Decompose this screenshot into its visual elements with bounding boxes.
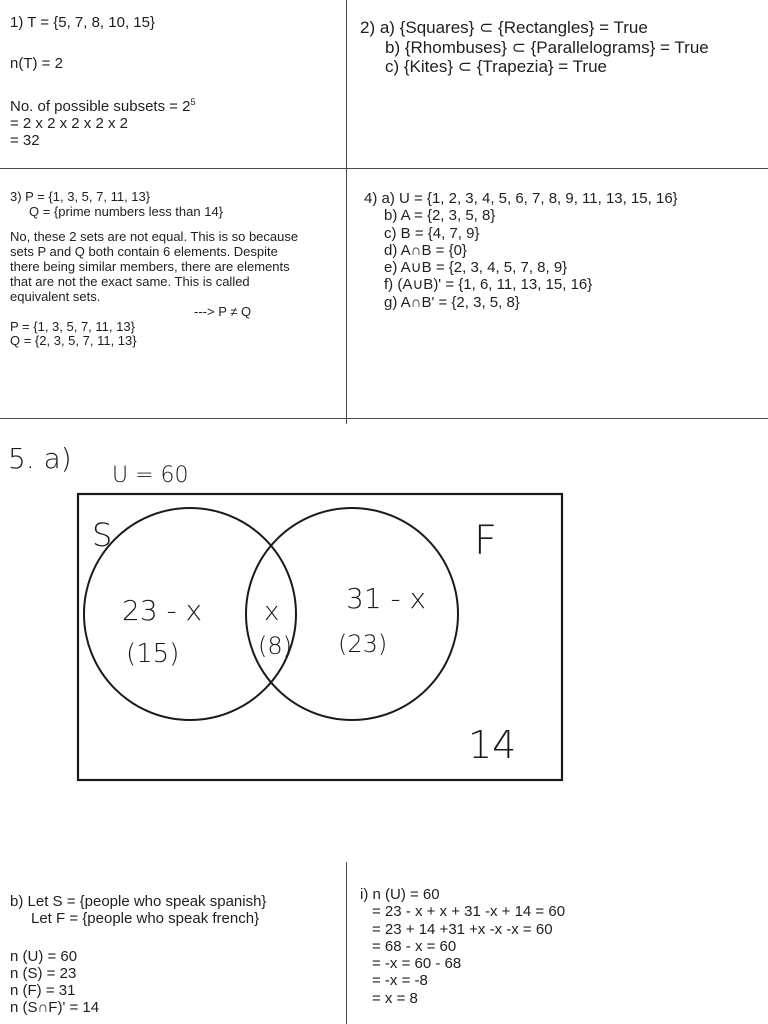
q1-subsets-text: No. of possible subsets = 2: [10, 97, 191, 115]
q3-set-q: Q = {prime numbers less than 14}: [29, 203, 224, 219]
q5b-define-s: b) Let S = {people who speak spanish}: [10, 893, 267, 910]
q3-set-p-listed: P = {1, 3, 5, 7, 11, 13}: [10, 318, 135, 334]
q4-part-f: f) (A∪B)' = {1, 6, 11, 13, 15, 16}: [384, 276, 593, 294]
q5i-line-6: = -x = -8: [372, 972, 428, 990]
q3-set-q-listed: Q = {2, 3, 5, 7, 11, 13}: [10, 333, 137, 349]
q4-part-c: c) B = {4, 7, 9}: [384, 224, 480, 242]
q5i-line-4: = 68 - x = 60: [372, 937, 457, 955]
q4-part-e: e) A∪B = {2, 3, 4, 5, 7, 8, 9}: [384, 259, 568, 276]
universe-label: U = 60: [112, 463, 189, 488]
q2-part-a: 2) a) {Squares} ⊂ {Rectangles} = True: [360, 18, 648, 37]
q1-result: = 32: [10, 132, 40, 149]
q5i-line-1: i) n (U) = 60: [360, 886, 440, 903]
q5b-n-f: n (F) = 31: [10, 982, 76, 999]
q4-part-a: 4) a) U = {1, 2, 3, 4, 5, 6, 7, 8, 9, 11, 13, 15, 16}: [364, 190, 678, 207]
f-only-expression: 31 - x: [346, 582, 427, 615]
q5b-n-s: n (S) = 23: [10, 964, 77, 982]
q4-part-g: g) A∩B' = {2, 3, 5, 8}: [384, 293, 520, 311]
f-only-value: (23): [338, 630, 388, 658]
q3-explanation-1: No, these 2 sets are not equal. This is so because: [10, 228, 299, 244]
q1-subsets-exponent: 5: [190, 96, 196, 107]
q2-part-b: b) {Rhombuses} ⊂ {Parallelograms} = True: [385, 37, 709, 57]
venn-diagram: [0, 424, 768, 854]
q1-set-t: 1) T = {5, 7, 8, 10, 15}: [10, 14, 155, 31]
q1-product: = 2 x 2 x 2 x 2 x 2: [10, 114, 128, 132]
q4-part-d: d) A∩B = {0}: [384, 241, 467, 259]
q3-explanation-5: equivalent sets.: [10, 288, 101, 304]
set-s-label: S: [92, 516, 113, 554]
question-5b: [10, 893, 266, 1017]
s-only-expression: 23 - x: [122, 594, 203, 627]
q1-cardinality: n(T) = 2: [10, 55, 63, 73]
question-4: [364, 190, 678, 311]
question-1: [10, 14, 196, 149]
q5b-define-f: Let F = {people who speak french}: [31, 910, 260, 928]
q4-part-b: b) A = {2, 3, 5, 8}: [384, 207, 496, 225]
q5i-line-3: = 23 + 14 +31 +x -x -x = 60: [372, 920, 553, 938]
divider-row-2: [0, 418, 768, 419]
divider-column-bottom: [346, 862, 347, 1024]
q5b-n-neither: n (S∩F)' = 14: [10, 999, 100, 1017]
intersection-expression: x: [264, 597, 280, 627]
question-5i: [360, 886, 565, 1007]
question-3: [10, 190, 298, 349]
q3-explanation-3: there being similar members, there are elements: [10, 258, 290, 274]
q3-explanation-4: that are not the exact same. This is called: [10, 273, 250, 289]
set-f-label: F: [474, 518, 498, 564]
divider-row-1: [0, 168, 768, 169]
q3-explanation-2: sets P and Q both contain 6 elements. Despite: [10, 243, 278, 259]
s-only-value: (15): [126, 639, 180, 669]
q2-part-c: c) {Kites} ⊂ {Trapezia} = True: [385, 57, 607, 77]
q5i-line-5: = -x = 60 - 68: [372, 955, 462, 972]
intersection-value: (8): [258, 632, 292, 660]
q5b-n-u: n (U) = 60: [10, 947, 78, 965]
question-2: [360, 18, 709, 77]
q5i-line-7: = x = 8: [372, 989, 418, 1007]
q3-set-p: 3) P = {1, 3, 5, 7, 11, 13}: [10, 189, 151, 204]
neither-value: 14: [468, 723, 517, 767]
q5-label: 5. a): [8, 442, 72, 475]
divider-column-top: [346, 0, 347, 424]
q3-conclusion: ---> P ≠ Q: [194, 303, 252, 319]
q1-subsets: [10, 97, 196, 115]
q5i-line-2: = 23 - x + x + 31 -x + 14 = 60: [372, 903, 566, 921]
